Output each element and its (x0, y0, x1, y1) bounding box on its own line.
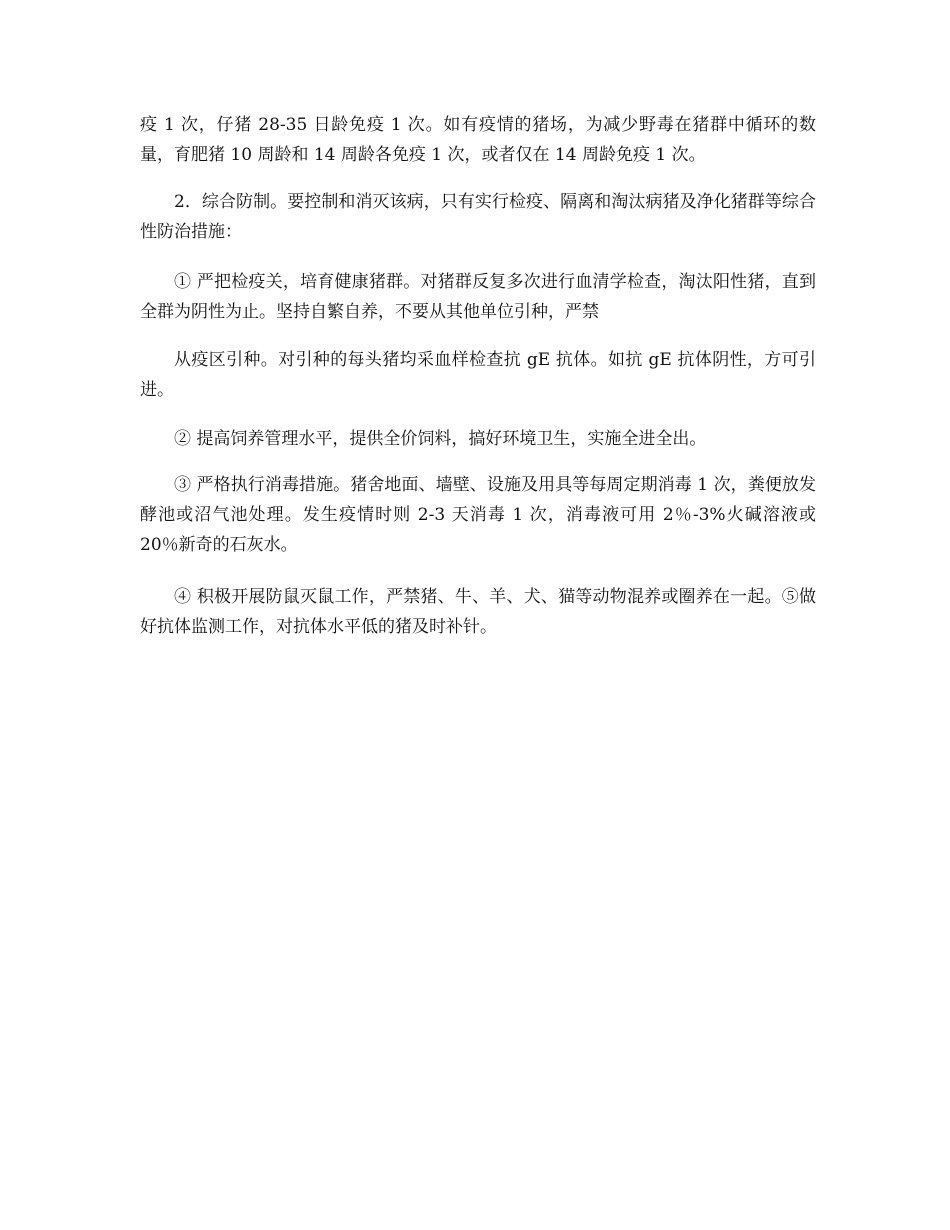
paragraph-rodent-control: ④ 积极开展防鼠灭鼠工作，严禁猪、牛、羊、犬、猫等动物混养或圈养在一起。⑤做好抗体监测工作，对抗体水平低的猪及时补针。 (140, 587, 816, 637)
paragraph-comprehensive-control: 2．综合防制。要控制和消灭该病，只有实行检疫、隔离和淘汰病猪及净化猪群等综合性防治措施： (140, 192, 816, 242)
paragraph-feeding-management: ② 提高饲养管理水平，提供全价饲料，搞好环境卫生，实施全进全出。 (174, 429, 707, 449)
paragraph-vaccination-schedule: 疫 1 次，仔猪 28-35 日龄免疫 1 次。如有疫情的猪场，为减少野毒在猪群中循环的数量，育肥猪 10 周龄和 14 周龄各免疫 1 次，或者仅在 14 周龄免疫 1 次。 (140, 115, 816, 165)
paragraph-quarantine-continued: 从疫区引种。对引种的每头猪均采血样检查抗 gE 抗体。如抗 gE 抗体阴性，方可引进。 (140, 350, 816, 400)
paragraph-quarantine: ① 严把检疫关，培育健康猪群。对猪群反复多次进行血清学检查，淘汰阳性猪，直到全群为阴性为止。坚持自繁自养，不要从其他单位引种，严禁 (140, 272, 816, 322)
paragraph-disinfection: ③ 严格执行消毒措施。猪舍地面、墙壁、设施及用具等每周定期消毒 1 次，粪便放发酵池或沼气池处理。发生疫情时则 2-3 天消毒 1 次，消毒液可用 2％-3%火碱溶液或 20％新奇的石灰水。 (140, 475, 816, 555)
